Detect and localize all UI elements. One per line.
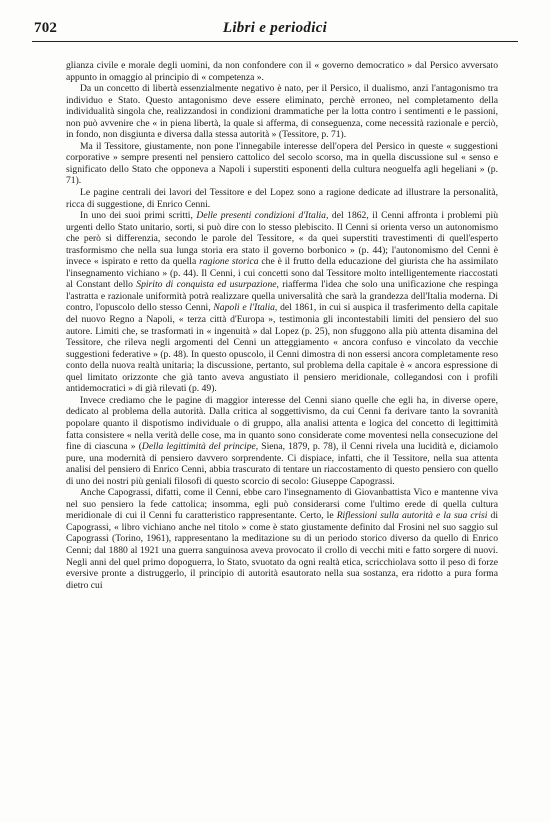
italic-title: ragione storica — [199, 256, 259, 268]
text-run: Invece crediamo che le pagine di maggior interesse del Cenni siano quelle che egli ha, in diverse opere, dedicato al problema della autorità. Dalla critica al soggettivismo, da cui Cenni fa derivare tanto la sovranità popolare quanto il dispotismo individuale o di gruppo, alla analisi attenta e logica del concetto di legittimità fatta consistere « nella verità delle cose, ma in quanto sono considerate come moventesi nella consecuzione del fine di ciascuna » ( — [66, 394, 498, 453]
italic-title: Riflessioni sulla autorità e la sua crisi — [336, 510, 488, 522]
text-run: Ma il Tessitore, giustamente, non pone l'innegabile interesse dell'opera del Persico in queste « suggestioni corporative » sempre presenti nel pensiero cattolico del secolo scorso, ma in quella discussione sul « senso e significato dello Stato che opponeva a Napoli i superstiti esponenti della cultura neoguelfa agli hegeliani » (p. 71). — [66, 140, 498, 187]
text-run: di Capograssi, « libro vichiano anche nel titolo » come è stato giustamente definito dal Frosini nel suo saggio sul Capograssi (Torino, 1961), rappresentano la meditazione su di un periodo storico diverso da quello di Enrico Cenni; dal 1880 al 1921 una guerra sanguinosa aveva provocato il crollo di vecchi miti e fatto sorgere di nuovi. Negli anni del quel primo dopoguerra, lo Stato, svuotato da ogni realtà etica, scricchiolava sotto il peso di forze eversive pronte a distruggerlo, il principio di autorità esautorato nella sua sostanza, era ridotto a pura forma dietro cui — [66, 510, 498, 591]
paragraph-4 — [66, 210, 498, 395]
page-header — [34, 20, 516, 40]
italic-title: Della legittimità del principe — [141, 441, 256, 453]
text-run: In uno dei suoi primi scritti, — [80, 210, 197, 222]
text-run: che è il frutto della educazione del giurista che ha assimilato l'insegnamento vichiano » (p. 44). Il Cenni, i cui concetti sono dal Tessitore molto intelligentemente riaccostati al Constant dello — [66, 256, 498, 291]
paragraph-1 — [66, 83, 498, 141]
paragraph-5 — [66, 395, 498, 487]
text-run: Da un concetto di libertà essenzialmente negativo è nato, per il Persico, il dualismo, anzi l'antagonismo tra individuo e Stato. Questo antagonismo deve essere eliminato, perchè erroneo, nel completamento della individualità singola che, realizzandosi in condizioni drammatiche per la lotta contro i sentimenti e le passioni, non può avvenire che « in piena libertà, la quale si afferma, di conseguenza, come necessità razionale e perciò, in fondo, non disgiunta e diversa dalla stessa autorità » (Tessitore, p. 71). — [66, 83, 498, 141]
paragraph-6 — [66, 487, 498, 591]
text-run: , riafferma l'idea che solo una unificazione che respinga l'astratta e razionale uniformità potrà realizzare quella universalità che sarà la grandezza dell'Italia moderna. Di contro, l'opuscolo dello stesso Cenni, — [66, 279, 498, 314]
paragraph-3 — [66, 187, 498, 210]
italic-title: Spirito di conquista ed usurpazione — [136, 279, 277, 291]
italic-title: Delle presenti condizioni d'Italia — [196, 210, 326, 222]
text-run: Le pagine centrali dei lavori del Tessitore e del Lopez sono a ragione dedicate ad illustrare la personalità, ricca di suggestione, di Enrico Cenni. — [66, 187, 498, 210]
page-number: 702 — [34, 20, 58, 36]
text-run: , del 1862, il Cenni affronta i problemi più urgenti dello Stato unitario, sorti, si può dire con lo stesso plebiscito. Il Cenni si orienta verso un autonomismo che però si differenzia, secondo le parole del Tessitore, « da quei superstiti travestimenti di quell'esperto trasformismo che nella sua lunga storia era stato il governo borbonico » (p. 44); l'autonomismo del Cenni è invece « ispirato e retto da quella — [66, 210, 498, 268]
text-run: glianza civile e morale degli uomini, da non confondere con il « governo democratico » dal Persico avversato appunto in omaggio al principio di « competenza ». — [66, 60, 498, 83]
italic-title: Napoli e l'Italia — [213, 302, 275, 314]
paragraph-2 — [66, 141, 498, 187]
running-head: Libri e periodici — [222, 20, 328, 36]
header-rule — [32, 41, 518, 42]
text-run: Anche Capograssi, difatti, come il Cenni, ebbe caro l'insegnamento di Giovanbattista Vico e mantenne viva nel suo pensiero la fede cattolica; insomma, egli può considerarsi come l'ultimo erede di quella cultura meridionale di cui il Cenni fu caratteristico rappresentante. Certo, le — [66, 487, 498, 522]
text-run: , Siena, 1879, p. 78), il Cenni rivela una lucidità e, diciamolo pure, una modernità di pensiero davvero sorprendente. Ci dispiace, infatti, che il Tessitore, nella sua attenta analisi del pensiero di Enrico Cenni, abbia trascurato di tentare un riaccostamento di questo pensiero con quello di uno dei nostri più geniali filosofi di questo scorcio di secolo: Giuseppe Capograssi. — [66, 441, 498, 487]
paragraph-0 — [66, 60, 498, 83]
text-run: , del 1861, in cui si auspica il trasferimento della capitale del nuovo Regno a Napoli, « terza città d'Europa », testimonia gli incontestabili limiti del pensiero del suo autore. Limiti che, se trasformati in « ingenuità » dal Lopez (p. 25), non sfuggono alla più attenta disamina del Tessitore, che rileva negli argomenti del Cenni un atteggiamento « ancora confuso e vincolato da vecchie suggestioni federative » (p. 48). In questo opuscolo, il Cenni dimostra di non essersi ancora completamente reso conto della nuova realtà unitaria; la discussione, pertanto, sul problema della capitale è « ancora espressione di quel limitato orizzonte che già tanto aveva angustiato il pensiero meridionale, collegandosi con i profili antidemocratici » di già rilevati (p. 49). — [66, 302, 498, 395]
body-text — [66, 60, 498, 591]
